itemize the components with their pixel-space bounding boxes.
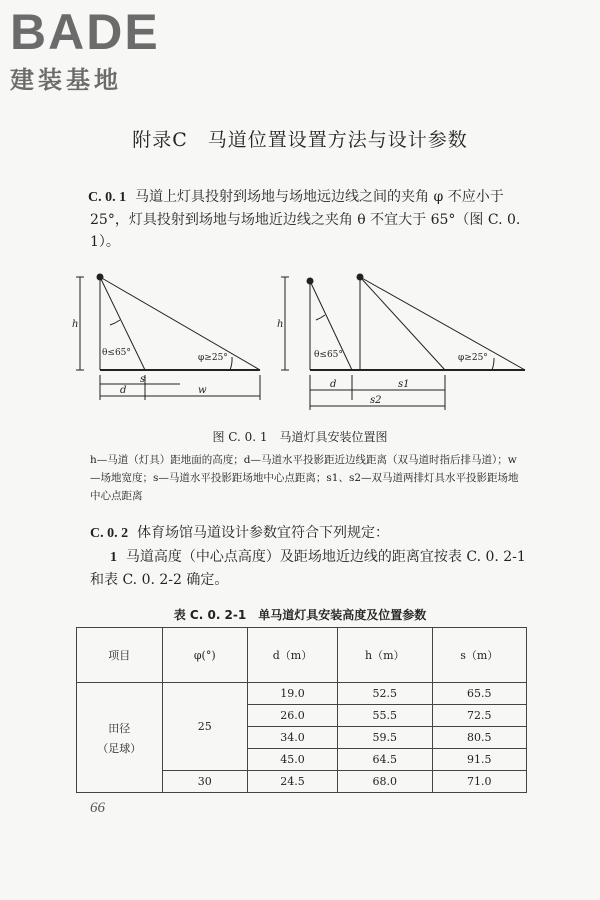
cell-s: 72.5 [432,705,527,727]
clause-c02-text: 体育场馆马道设计参数宜符合下列规定： [137,525,390,541]
label-theta: θ≤65° [102,348,131,358]
cell-h: 64.5 [338,749,433,771]
table-row [77,683,527,705]
item-1-number: 1 [110,550,117,565]
phi-cell: 30 [162,771,248,793]
label-s1: s1 [398,379,410,390]
label-d: d [120,385,127,396]
header-s: s（m） [432,628,527,683]
cell-s: 80.5 [432,727,527,749]
logo [10,6,160,95]
label-s2: s2 [370,395,382,406]
table-header-row [77,628,527,683]
cell-h: 52.5 [338,683,433,705]
item-1-text: 马道高度（中心点高度）及距场地近边线的距离宜按表 C. 0. 2-1 和表 C. 0. 2-2 确定。 [90,549,526,588]
label-h: h [72,319,79,330]
project-cell [77,683,163,793]
cell-d: 24.5 [248,771,338,793]
label-w: w [198,385,207,396]
logo-main: BADE [10,4,160,60]
header-d: d（m） [248,628,338,683]
cell-d: 34.0 [248,727,338,749]
phi-cell: 25 [162,683,248,771]
item-1 [90,546,530,591]
header-h: h（m） [338,628,433,683]
cell-s: 71.0 [432,771,527,793]
clause-c01 [90,186,530,253]
label-phi: φ≥25° [198,353,228,363]
logo-sub: 建装基地 [10,66,122,94]
project-sub: （足球） [97,741,142,755]
clause-c01-text: 马道上灯具投射到场地与场地远边线之间的夹角 φ 不应小于 25°，灯具投射到场地与场地近边线之夹角 θ 不宜大于 65°（图 C. 0. 1）。 [90,189,521,250]
figure-legend: h—马道（灯具）距地面的高度；d—马道水平投影距近边线距离（双马道时指后排马道）；w—场地宽度；s—马道水平投影距场地中心点距离；s1、s2—双马道两排灯具水平投影距场地中心点距离 [90,454,519,502]
header-phi: φ(°) [162,628,248,683]
page-title: 附录C 马道位置设置方法与设计参数 [132,129,468,151]
lighting-diagram [72,265,540,425]
table-caption: 表 C. 0. 2-1 单马道灯具安装高度及位置参数 [173,608,427,622]
label-theta-right: θ≤65° [314,350,343,360]
cell-h: 68.0 [338,771,433,793]
luminaire-icon [307,278,314,285]
figure-caption: 图 C. 0. 1 马道灯具安装位置图 [212,430,388,444]
label-h-right: h [277,319,284,330]
cell-d: 45.0 [248,749,338,771]
label-s: s [140,374,146,385]
parameter-table [76,627,527,793]
luminaire-icon [97,274,104,281]
project-name: 田径 [108,721,131,735]
cell-s: 65.5 [432,683,527,705]
clause-c02 [90,522,530,545]
label-d-right: d [330,379,337,390]
cell-h: 59.5 [338,727,433,749]
cell-h: 55.5 [338,705,433,727]
label-phi-right: φ≥25° [458,353,488,363]
clause-c01-number: C. 0. 1 [88,190,127,205]
page-number: 66 [90,800,105,816]
cell-s: 91.5 [432,749,527,771]
luminaire-icon [357,274,364,281]
header-project: 项目 [77,628,163,683]
cell-d: 19.0 [248,683,338,705]
clause-c02-number: C. 0. 2 [90,526,129,541]
cell-d: 26.0 [248,705,338,727]
